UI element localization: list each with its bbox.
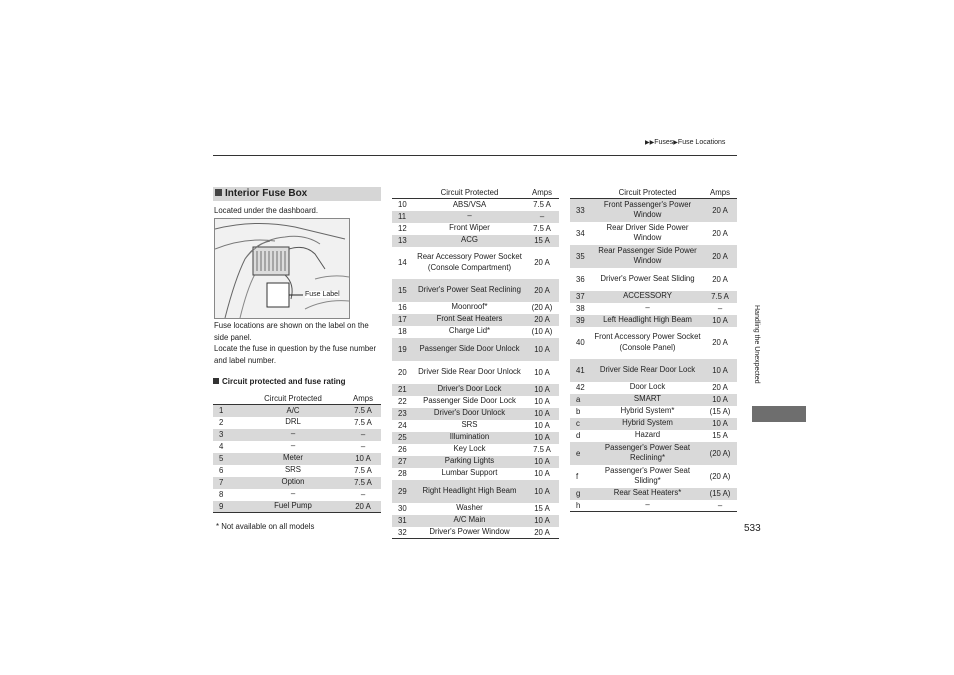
table-row (570, 430, 737, 442)
fuse-amps: 7.5 A (703, 291, 737, 303)
fuse-number: 10 (398, 200, 407, 210)
fuse-number: 6 (219, 466, 224, 475)
fuse-box-illustration (214, 218, 350, 319)
table-row (392, 223, 559, 235)
instruction-line: Locate the fuse in question by the fuse number and label number. (214, 344, 377, 365)
circuit-name: Charge Lid* (448, 326, 491, 336)
fuse-number: 3 (213, 429, 241, 441)
fuse-number: 19 (392, 338, 414, 361)
fuse-table-3 (570, 187, 737, 512)
table-row (392, 314, 559, 326)
table-row (392, 199, 559, 211)
circuit-name: DRL (285, 417, 301, 427)
fuse-amps: 10 A (525, 515, 559, 527)
table-row (392, 456, 559, 468)
fuse-number: d (576, 431, 581, 440)
fuse-number: 29 (392, 480, 414, 503)
circuit-name: Front Accessory Power Socket (Console Panel) (594, 332, 701, 352)
fuse-number: 38 (576, 304, 585, 313)
fuse-number: 36 (576, 274, 585, 284)
table-row (213, 489, 381, 501)
page-number: 533 (744, 523, 761, 534)
fuse-amps: – (717, 500, 723, 510)
fuse-amps: 10 A (703, 394, 737, 406)
table-row (392, 338, 559, 361)
circuit-name: – (414, 211, 525, 223)
circuit-name: Lumbar Support (441, 468, 498, 478)
fuse-number: 7 (213, 477, 241, 489)
fuse-amps: 15 A (525, 235, 559, 247)
table-row (392, 503, 559, 515)
fuse-amps: 7.5 A (345, 405, 381, 417)
fuse-amps: 10 A (525, 480, 559, 503)
fuse-number: f (576, 471, 579, 481)
table-row (213, 477, 381, 489)
fuse-amps: 20 A (712, 274, 728, 284)
square-bullet-icon (215, 189, 222, 196)
circuit-name: ABS/VSA (452, 199, 487, 209)
table-row (392, 361, 559, 384)
fuse-amps: 10 A (525, 408, 559, 420)
table-row (570, 303, 737, 315)
fuse-number: 40 (576, 338, 585, 347)
table-row (392, 432, 559, 444)
fuse-amps: (20 A) (703, 442, 737, 465)
circuit-name: – (241, 429, 345, 441)
circuit-name: Hazard (634, 430, 661, 440)
circuit-name: Key Lock (453, 444, 486, 454)
circuit-name: Rear Accessory Power Socket (Console Compartment) (417, 252, 522, 272)
fuse-number: 34 (576, 228, 585, 238)
table-row (392, 480, 559, 503)
circuit-name: A/C (241, 405, 345, 417)
fuse-number: 42 (576, 383, 585, 392)
fuse-number: 2 (219, 418, 224, 427)
fuse-amps: 7.5 A (533, 224, 551, 233)
fuse-number: 31 (392, 515, 414, 527)
circuit-name: Front Seat Heaters (414, 314, 525, 326)
circuit-name: ACCESSORY (592, 291, 703, 303)
chapter-side-label: Handling the Unexpected (753, 305, 760, 384)
fuse-amps: 20 A (534, 527, 550, 537)
table-row (570, 488, 737, 500)
table-row (570, 394, 737, 406)
fuse-amps: 10 A (703, 359, 737, 382)
circuit-name: Driver's Door Unlock (414, 408, 525, 420)
table-row (570, 327, 737, 359)
breadcrumb-section[interactable]: Fuses (654, 139, 674, 146)
fuse-number: 32 (398, 527, 407, 537)
circuit-name: Driver's Power Seat Sliding (600, 273, 695, 283)
circuit-name: Hybrid System* (620, 406, 675, 416)
circuit-name: Driver Side Rear Door Lock (592, 359, 703, 382)
table-row (570, 500, 737, 512)
fuse-number: 23 (392, 408, 414, 420)
table-row (392, 515, 559, 527)
table-row (392, 302, 559, 314)
fuse-amps: – (360, 490, 366, 499)
fuse-number: c (570, 418, 592, 430)
fuse-amps: 20 A (712, 338, 728, 347)
table-row (570, 442, 737, 465)
circuit-name: Illumination (414, 432, 525, 444)
table-row (392, 211, 559, 223)
circuit-name: Right Headlight High Beam (414, 480, 525, 503)
fuse-amps: (20 A) (709, 471, 731, 481)
footnote: * Not available on all models (216, 522, 315, 531)
circuit-name: Front Wiper (449, 223, 490, 233)
circuit-name: SRS (461, 420, 478, 430)
fuse-amps: 10 A (345, 453, 381, 465)
fuse-amps: 7.5 A (354, 418, 372, 427)
fuse-number: 1 (213, 405, 241, 417)
fuse-number: e (570, 442, 592, 465)
circuit-name: Driver's Door Lock (414, 384, 525, 396)
fuse-number: 17 (392, 314, 414, 326)
fuse-number: 28 (398, 469, 407, 478)
chapter-tab (752, 406, 806, 422)
fuse-amps: (15 A) (709, 407, 731, 416)
table-row (392, 408, 559, 420)
circuit-name: – (290, 441, 296, 451)
circuit-name: Meter (241, 453, 345, 465)
instructions (214, 320, 382, 366)
fuse-amps: 7.5 A (354, 466, 372, 475)
fuse-number: 13 (392, 235, 414, 247)
fuse-amps: 20 A (712, 383, 728, 392)
fuse-number: 8 (219, 490, 224, 499)
fuse-table-1 (213, 393, 381, 513)
circuit-name: Passenger's Power Seat Sliding* (604, 465, 691, 485)
circuit-name: Rear Passenger Side Power Window (592, 245, 703, 268)
table-row (570, 222, 737, 245)
table-row (213, 405, 381, 417)
breadcrumb (645, 139, 725, 146)
fuse-amps: 15 A (712, 431, 728, 440)
circuit-name: Left Headlight High Beam (592, 315, 703, 327)
instruction-line: Fuse locations are shown on the label on the side panel. (214, 321, 369, 342)
square-bullet-icon (213, 378, 219, 384)
fuse-label-callout: Fuse Label (305, 291, 340, 298)
fuse-number: a (570, 394, 592, 406)
fuse-number: g (570, 488, 592, 500)
circuit-name: A/C Main (414, 515, 525, 527)
fuse-amps: 20 A (703, 245, 737, 268)
fuse-number: 5 (213, 453, 241, 465)
table-row (213, 417, 381, 429)
table-row (570, 382, 737, 394)
fuse-number: 18 (398, 327, 407, 336)
fuse-number: b (576, 407, 581, 416)
table-row (213, 501, 381, 513)
fuse-number: 14 (398, 258, 407, 267)
table-row (570, 315, 737, 327)
fuse-number: 12 (398, 224, 407, 233)
col-header-amps: Amps (345, 393, 381, 405)
fuse-number: 11 (392, 211, 414, 223)
circuit-name: Hybrid System (592, 418, 703, 430)
fuse-amps: 10 A (703, 315, 737, 327)
circuit-name: Washer (456, 503, 483, 513)
fuse-amps: – (360, 442, 366, 451)
circuit-name: Moonroof* (451, 302, 488, 312)
fuse-amps: 10 A (525, 338, 559, 361)
fuse-number: 9 (213, 501, 241, 513)
circuit-name: Door Lock (629, 382, 666, 392)
table-row (392, 235, 559, 247)
table-row (570, 268, 737, 291)
fuse-amps: 10 A (534, 367, 550, 377)
circuit-name: Passenger Side Door Unlock (414, 338, 525, 361)
located-text: Located under the dashboard. (214, 206, 319, 215)
circuit-name: Front Passenger's Power Window (592, 199, 703, 222)
fuse-amps: 20 A (525, 314, 559, 326)
fuse-amps: (20 A) (531, 303, 553, 312)
circuit-name: Rear Driver Side Power Window (606, 222, 689, 242)
table-row (392, 396, 559, 408)
circuit-name: – (290, 489, 296, 499)
subheading: Circuit protected and fuse rating (213, 377, 346, 386)
table-row (570, 465, 737, 488)
fuse-number: 30 (398, 504, 407, 513)
fuse-amps: 20 A (712, 228, 728, 238)
breadcrumb-separator: ▶ (673, 140, 678, 146)
table-row (392, 527, 559, 539)
table-row (392, 420, 559, 432)
table-row (213, 429, 381, 441)
fuse-amps: 10 A (534, 397, 550, 406)
table-row (570, 359, 737, 382)
fuse-amps: 20 A (525, 279, 559, 302)
fuse-amps: 15 A (534, 504, 550, 513)
fuse-number: 25 (392, 432, 414, 444)
fuse-number: 33 (570, 199, 592, 222)
circuit-name: Driver's Power Seat Reclining (414, 279, 525, 302)
fuse-amps: 10 A (525, 456, 559, 468)
table-row (570, 245, 737, 268)
table-row (392, 279, 559, 302)
fuse-number: h (576, 500, 581, 510)
header-rule (213, 155, 737, 156)
fuse-amps: – (717, 304, 723, 313)
fuse-amps: 10 A (703, 418, 737, 430)
section-heading: Interior Fuse Box (213, 187, 381, 201)
fuse-amps: 7.5 A (533, 445, 551, 454)
circuit-name: Option (241, 477, 345, 489)
dashboard-drawing (215, 219, 349, 318)
fuse-number: 26 (398, 445, 407, 454)
fuse-number: 24 (398, 421, 407, 430)
fuse-number: 4 (219, 442, 224, 451)
fuse-amps: (15 A) (703, 488, 737, 500)
col-header-circuit: Circuit Protected (241, 393, 345, 405)
table-row (213, 453, 381, 465)
table-row (213, 465, 381, 477)
circuit-name: SMART (592, 394, 703, 406)
circuit-name: Driver Side Rear Door Unlock (418, 366, 521, 376)
fuse-number: 39 (570, 315, 592, 327)
table-row (392, 247, 559, 279)
col-header-amps: Amps (525, 187, 559, 199)
circuit-name: Parking Lights (414, 456, 525, 468)
fuse-amps: 10 A (534, 421, 550, 430)
fuse-number: 22 (398, 397, 407, 406)
breadcrumb-arrows: ▶▶ (645, 140, 655, 146)
fuse-amps: – (525, 211, 559, 223)
circuit-name: Fuel Pump (241, 501, 345, 513)
fuse-amps: 7.5 A (345, 477, 381, 489)
fuse-amps: – (345, 429, 381, 441)
circuit-name: – (645, 500, 650, 509)
fuse-amps: 10 A (525, 432, 559, 444)
fuse-number: 16 (398, 303, 407, 312)
breadcrumb-page: Fuse Locations (677, 139, 726, 146)
fuse-number: 15 (392, 279, 414, 302)
circuit-name: Rear Seat Heaters* (592, 488, 703, 500)
circuit-name: Passenger's Power Seat Reclining* (592, 442, 703, 465)
table-row (570, 406, 737, 418)
table-row (392, 384, 559, 396)
fuse-amps: 20 A (345, 501, 381, 513)
col-header-circuit: Circuit Protected (592, 187, 703, 199)
circuit-name: Driver's Power Window (429, 527, 510, 536)
fuse-amps: 10 A (525, 384, 559, 396)
table-row (392, 326, 559, 338)
table-row (392, 468, 559, 480)
fuse-table-2 (392, 187, 559, 539)
fuse-number: 35 (570, 245, 592, 268)
col-header-circuit: Circuit Protected (414, 187, 525, 199)
fuse-amps: 20 A (703, 199, 737, 222)
fuse-amps: 20 A (534, 258, 550, 267)
table-row (392, 444, 559, 456)
circuit-name: SRS (284, 465, 302, 475)
fuse-amps: 10 A (534, 469, 550, 478)
fuse-number: 20 (398, 367, 407, 377)
fuse-amps: 7.5 A (533, 200, 551, 210)
table-row (570, 418, 737, 430)
table-row (213, 441, 381, 453)
fuse-number: 37 (570, 291, 592, 303)
table-row (570, 199, 737, 222)
fuse-number: 27 (392, 456, 414, 468)
fuse-amps: (10 A) (531, 327, 553, 336)
circuit-name: ACG (414, 235, 525, 247)
col-header-amps: Amps (703, 187, 737, 199)
fuse-number: 21 (392, 384, 414, 396)
circuit-name: – (645, 303, 650, 313)
table-row (570, 291, 737, 303)
circuit-name: Passenger Side Door Lock (423, 396, 516, 406)
fuse-number: 41 (570, 359, 592, 382)
